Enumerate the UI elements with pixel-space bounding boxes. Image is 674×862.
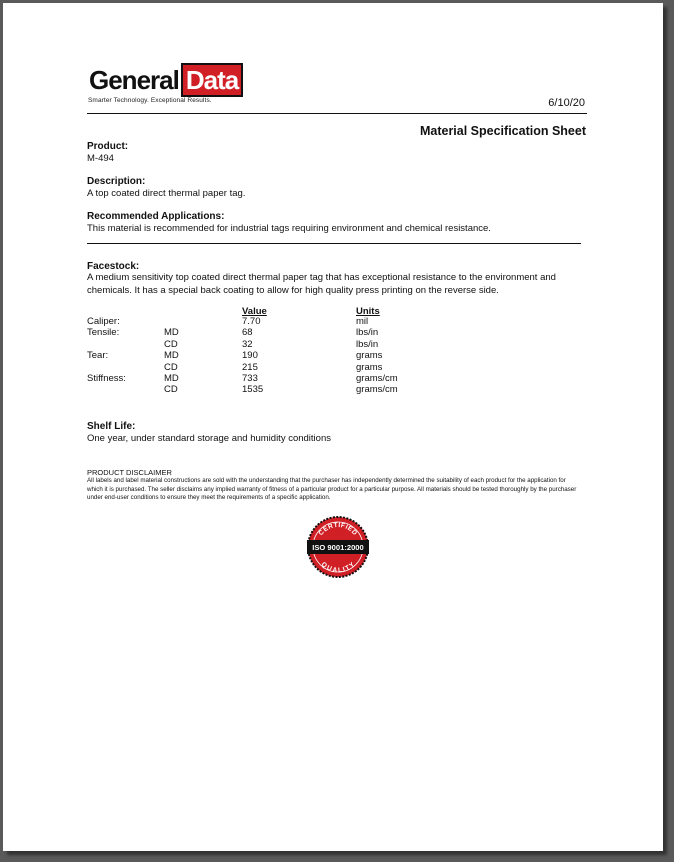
table-cell-direction: CD bbox=[164, 361, 178, 373]
property-column bbox=[87, 316, 126, 396]
facestock-value: A medium sensitivity top coated direct thermal paper tag that has exceptional resistance to the environment and chemicals. It has a special back coating to allow for high quality press printing on the reverse side. bbox=[87, 272, 556, 296]
table-cell-property: Tensile: bbox=[87, 327, 120, 339]
seal-top-text: CERTIFIED bbox=[317, 521, 359, 538]
logo-tagline: Smarter Technology. Exceptional Results. bbox=[88, 97, 212, 104]
units-column-header: Units bbox=[356, 306, 380, 317]
description-heading: Description: bbox=[87, 176, 146, 187]
table-cell-unit: lbs/in bbox=[356, 338, 379, 350]
value-column-header: Value bbox=[242, 306, 267, 317]
page-title: Material Specification Sheet bbox=[419, 124, 586, 138]
table-cell-value: 215 bbox=[242, 361, 258, 373]
iso-certified-seal-icon bbox=[306, 515, 370, 579]
logo-word-general: General bbox=[89, 65, 179, 95]
table-cell-property: Caliper: bbox=[87, 316, 120, 327]
table-cell-unit: grams bbox=[356, 350, 383, 362]
table-cell-direction: CD bbox=[164, 384, 178, 396]
table-cell-value: 68 bbox=[242, 327, 253, 339]
table-cell-unit: grams/cm bbox=[356, 384, 398, 396]
direction-column bbox=[164, 316, 179, 396]
disclaimer-heading: PRODUCT DISCLAIMER bbox=[87, 468, 172, 477]
applications-value: This material is recommended for industrial tags requiring environment and chemical resistance. bbox=[87, 223, 491, 234]
table-cell-unit: lbs/in bbox=[356, 327, 379, 339]
header-divider bbox=[87, 113, 587, 114]
table-cell-value: 32 bbox=[242, 338, 253, 350]
document-page bbox=[3, 3, 663, 851]
table-cell-direction bbox=[164, 316, 179, 327]
facestock-heading: Facestock: bbox=[87, 261, 140, 272]
product-heading: Product: bbox=[87, 141, 129, 152]
units-column bbox=[356, 316, 398, 396]
table-cell-value: 1535 bbox=[242, 384, 264, 396]
table-cell-direction: CD bbox=[164, 338, 178, 350]
seal-center-text: ISO 9001:2000 bbox=[312, 543, 364, 552]
value-column bbox=[242, 316, 263, 396]
seal-bottom-text: QUALITY bbox=[319, 560, 357, 575]
table-cell-property: Stiffness: bbox=[87, 373, 126, 385]
logo-wordmark bbox=[87, 63, 243, 97]
description-value: A top coated direct thermal paper tag. bbox=[87, 188, 246, 199]
table-cell-property bbox=[87, 362, 126, 373]
table-cell-property bbox=[87, 384, 126, 395]
shelf-life-value: One year, under standard storage and humidity conditions bbox=[87, 433, 331, 444]
logo-word-data: Data bbox=[181, 63, 243, 97]
table-cell-value: 190 bbox=[242, 350, 258, 362]
shelf-life-heading: Shelf Life: bbox=[87, 421, 136, 432]
section-divider bbox=[87, 243, 581, 244]
applications-heading: Recommended Applications: bbox=[87, 211, 225, 222]
table-cell-direction: MD bbox=[164, 373, 179, 385]
table-cell-property: Tear: bbox=[87, 350, 109, 362]
table-cell-value: 7.70 bbox=[242, 316, 261, 327]
table-cell-value: 733 bbox=[242, 373, 258, 385]
table-cell-unit: mil bbox=[356, 316, 369, 327]
product-value: M-494 bbox=[87, 153, 114, 164]
table-cell-unit: grams bbox=[356, 361, 383, 373]
disclaimer-text: All labels and label material constructions are sold with the understanding that the purchaser has independently determined the suitability of each product for the application for which it is purchased. The seller disclaims any implied warranty of fitness of a particular product for a particular purpose. All materials should be tested thoroughly by the purchaser under end-user conditions to ensure they meet the requirements of a specific application. bbox=[87, 477, 577, 501]
table-cell-direction: MD bbox=[164, 350, 179, 362]
table-cell-unit: grams/cm bbox=[356, 373, 398, 385]
table-cell-property bbox=[87, 339, 126, 350]
document-date: 6/10/20 bbox=[548, 97, 585, 109]
table-cell-direction: MD bbox=[164, 327, 179, 339]
